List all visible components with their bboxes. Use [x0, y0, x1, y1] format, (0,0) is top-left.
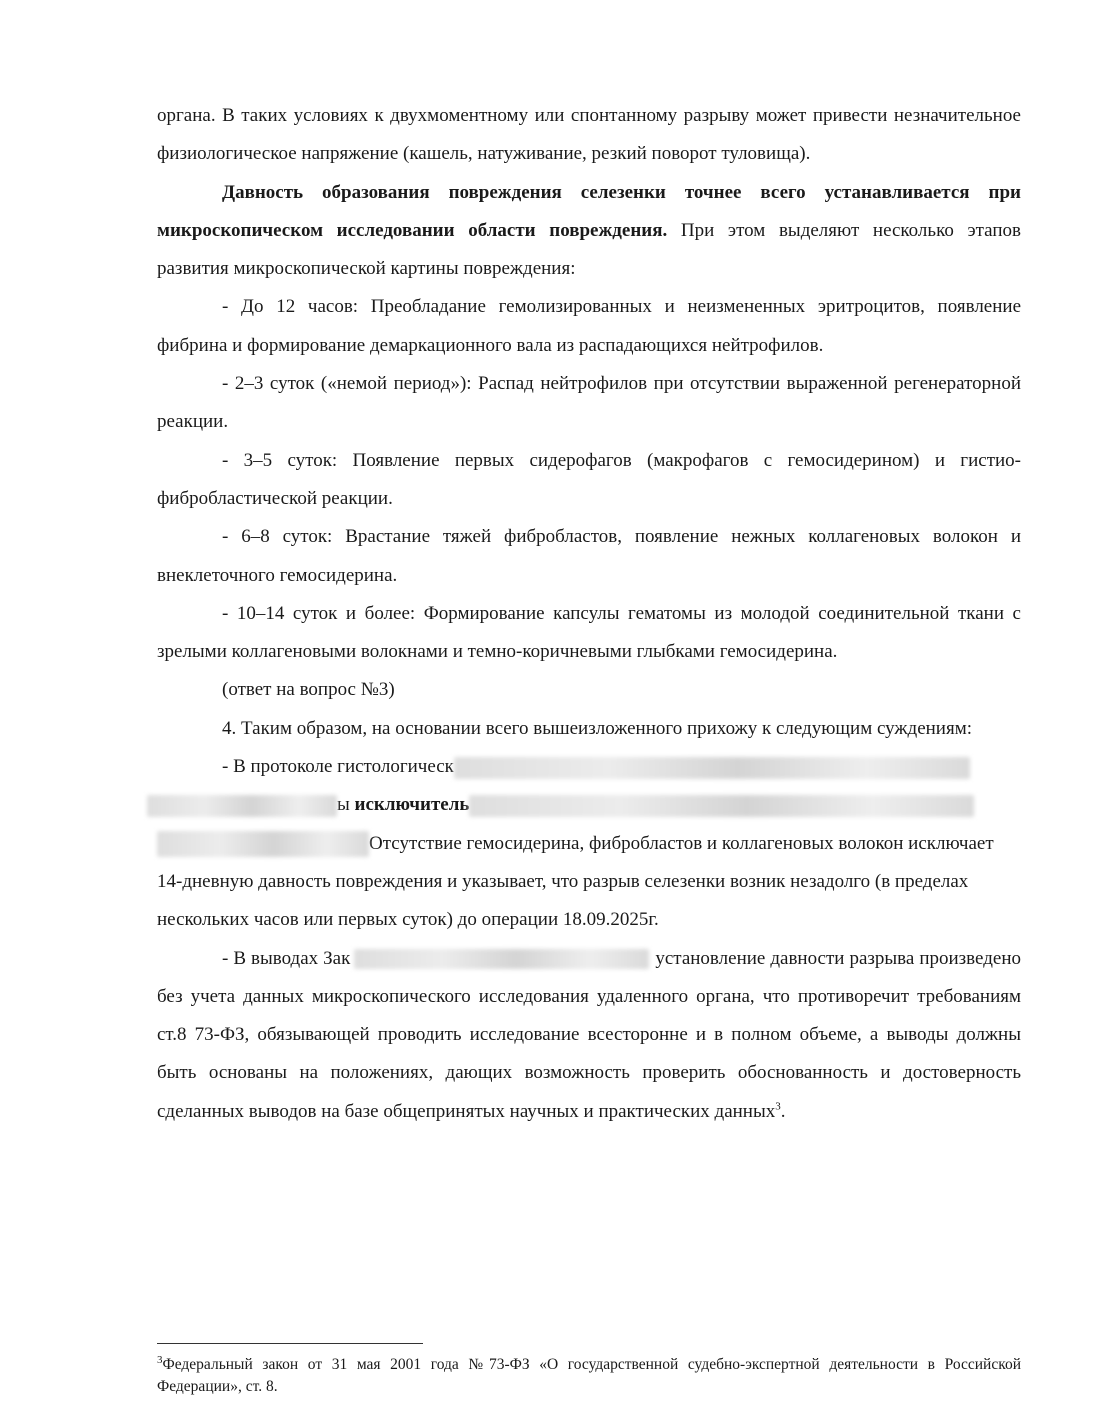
histology-bold-fragment: исключитель — [354, 794, 470, 816]
stage-10-14-days: - 10–14 суток и более: Формирование капсулы гематомы из молодой соединительной ткани с зрелыми коллагеновыми волокнами и темно-коричневыми глыбками гемосидерина. — [157, 602, 1021, 663]
conclusion-expert-findings — [157, 940, 1021, 1131]
findings-text-end: установление давности разрыва произведено без учета данных микроскопического исследования удаленного органа, что противоречит требованиям ст.8 73-ФЗ, обязывающей проводить исследование всесторонне и в полном объеме, а выводы должны быть основаны на положениях, дающих возможность проверить обоснованность и достоверность сделанных выводов на базе общепринятых научных и практических данных — [157, 947, 1021, 1122]
bold-statement: Давность образования повреждения селезенки точнее всего устанавливается при микроскопическом исследовании области повреждения. — [157, 181, 1021, 241]
redacted-block — [469, 795, 974, 817]
findings-text-start: - В выводах Зак — [222, 947, 351, 969]
stage-6-8-days: - 6–8 суток: Врастание тяжей фибробластов, появление нежных коллагеновых волокон и внеклеточного гемосидерина. — [157, 526, 1021, 586]
body-text — [157, 97, 1021, 1131]
footnote-separator — [157, 1343, 423, 1344]
stage-2-3-days: - 2–3 суток («немой период»): Распад нейтрофилов при отсутствии выраженной регенераторной реакции. — [157, 373, 1021, 433]
redacted-block — [157, 831, 369, 857]
stage-12-hours: - До 12 часов: Преобладание гемолизированных и неизмененных эритроцитов, появление фибрина и формирование демаркационного вала из распадающихся нейтрофилов. — [157, 296, 1021, 356]
redacted-block — [354, 949, 649, 969]
conclusion-intro: 4. Таким образом, на основании всего вышеизложенного прихожу к следующим суждениям: — [222, 717, 973, 739]
paragraph-dating-rest: При этом выделяют несколько этапов развития микроскопической картины повреждения: — [157, 219, 1022, 280]
paragraph-dating-method — [157, 174, 1021, 289]
histology-text-mid: ы — [337, 794, 355, 816]
findings-tail: . — [780, 1100, 786, 1122]
footnote-text: Федеральный закон от 31 мая 2001 года №73-ФЗ «О государственной судебно-экспертной деятельности в Российской Федерации», ст. 8. — [157, 1356, 1021, 1395]
stage-3-5-days: - 3–5 суток: Появление первых сидерофагов (макрофагов с гемосидерином) и гистио-фибробластической реакции. — [157, 449, 1021, 509]
paragraph-organ-rupture: органа. В таких условиях к двухмоментному или спонтанному разрыву может привести незначительное физиологическое напряжение (кашель, натуживание, резкий поворот туловища). — [157, 105, 1021, 165]
histology-text-start: - В протоколе гистологическ — [222, 756, 454, 778]
histology-text-end: Отсутствие гемосидерина, фибробластов и коллагеновых волокон исключает 14-дневную давность повреждения и указывает, что разрыв селезенки возник незадолго (в пределах нескольких часов или первых суток) до операции 18.09.2025г. — [157, 832, 994, 931]
redacted-block — [454, 757, 970, 779]
footnote-mark: 3 — [157, 1353, 163, 1366]
answer-note: (ответ на вопрос №3) — [222, 679, 395, 701]
conclusion-histology — [157, 748, 1021, 939]
footnote — [157, 1354, 1021, 1398]
redacted-block — [147, 795, 337, 817]
footnote-reference: 3 — [775, 1100, 781, 1113]
